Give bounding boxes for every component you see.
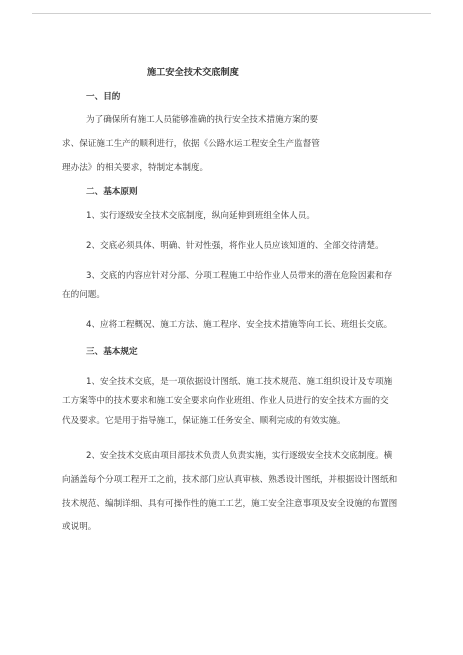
document-title: 施工安全技术交底制度 [147, 67, 239, 78]
paragraph-line: 求、保证施工生产的顺利进行，依据《公路水运工程安全生产监督管 [62, 139, 320, 149]
paragraph-line: 在的问题。 [62, 290, 105, 300]
section-heading-basic-rules: 三、基本规定 [86, 347, 138, 357]
paragraph-line: 3、交底的内容应针对分部、分项工程施工中给作业人员带来的潜在危险因素和存 [86, 271, 393, 281]
paragraph-line: 4、应将工程概况、施工方法、施工程序、安全技术措施等向工长、班组长交底。 [86, 320, 393, 330]
section-heading-purpose: 一、目的 [86, 92, 121, 102]
paragraph-line: 或说明。 [62, 522, 97, 532]
paragraph-line: 2、安全技术交底由项目部技术负责人负责实施，实行逐级安全技术交底制度。横 [86, 451, 393, 461]
paragraph-line: 为了确保所有施工人员能够准确的执行安全技术措施方案的要 [86, 115, 319, 125]
page-top-rule [32, 13, 431, 14]
paragraph-line: 工方案等中的技术要求和施工安全要求向作业班组、作业人员进行的安全技术方面的交 [62, 396, 389, 406]
section-heading-basic-principles: 二、基本原则 [86, 187, 138, 197]
paragraph-line: 向涵盖每个分项工程开工之前，技术部门应认真审核、熟悉设计图纸，并根据设计图纸和 [62, 475, 398, 485]
paragraph-line: 理办法》的相关要求，特制定本制度。 [62, 163, 209, 173]
paragraph-line: 代及要求。它是用于指导施工，保证施工任务安全、顺利完成的有效实施。 [62, 416, 346, 426]
paragraph-line: 技术规范、编制详细、具有可操作性的施工工艺，施工安全注意事项及安全设施的布置图 [62, 499, 398, 509]
paragraph-line: 2、交底必须具体、明确、针对性强，将作业人员应该知道的、全部交待清楚。 [86, 241, 384, 251]
paragraph-line: 1、安全技术交底，是一项依据设计图纸、施工技术规范、施工组织设计及专项施 [86, 377, 393, 387]
paragraph-line: 1、实行逐级安全技术交底制度，纵向延伸到班组全体人员。 [86, 211, 315, 221]
